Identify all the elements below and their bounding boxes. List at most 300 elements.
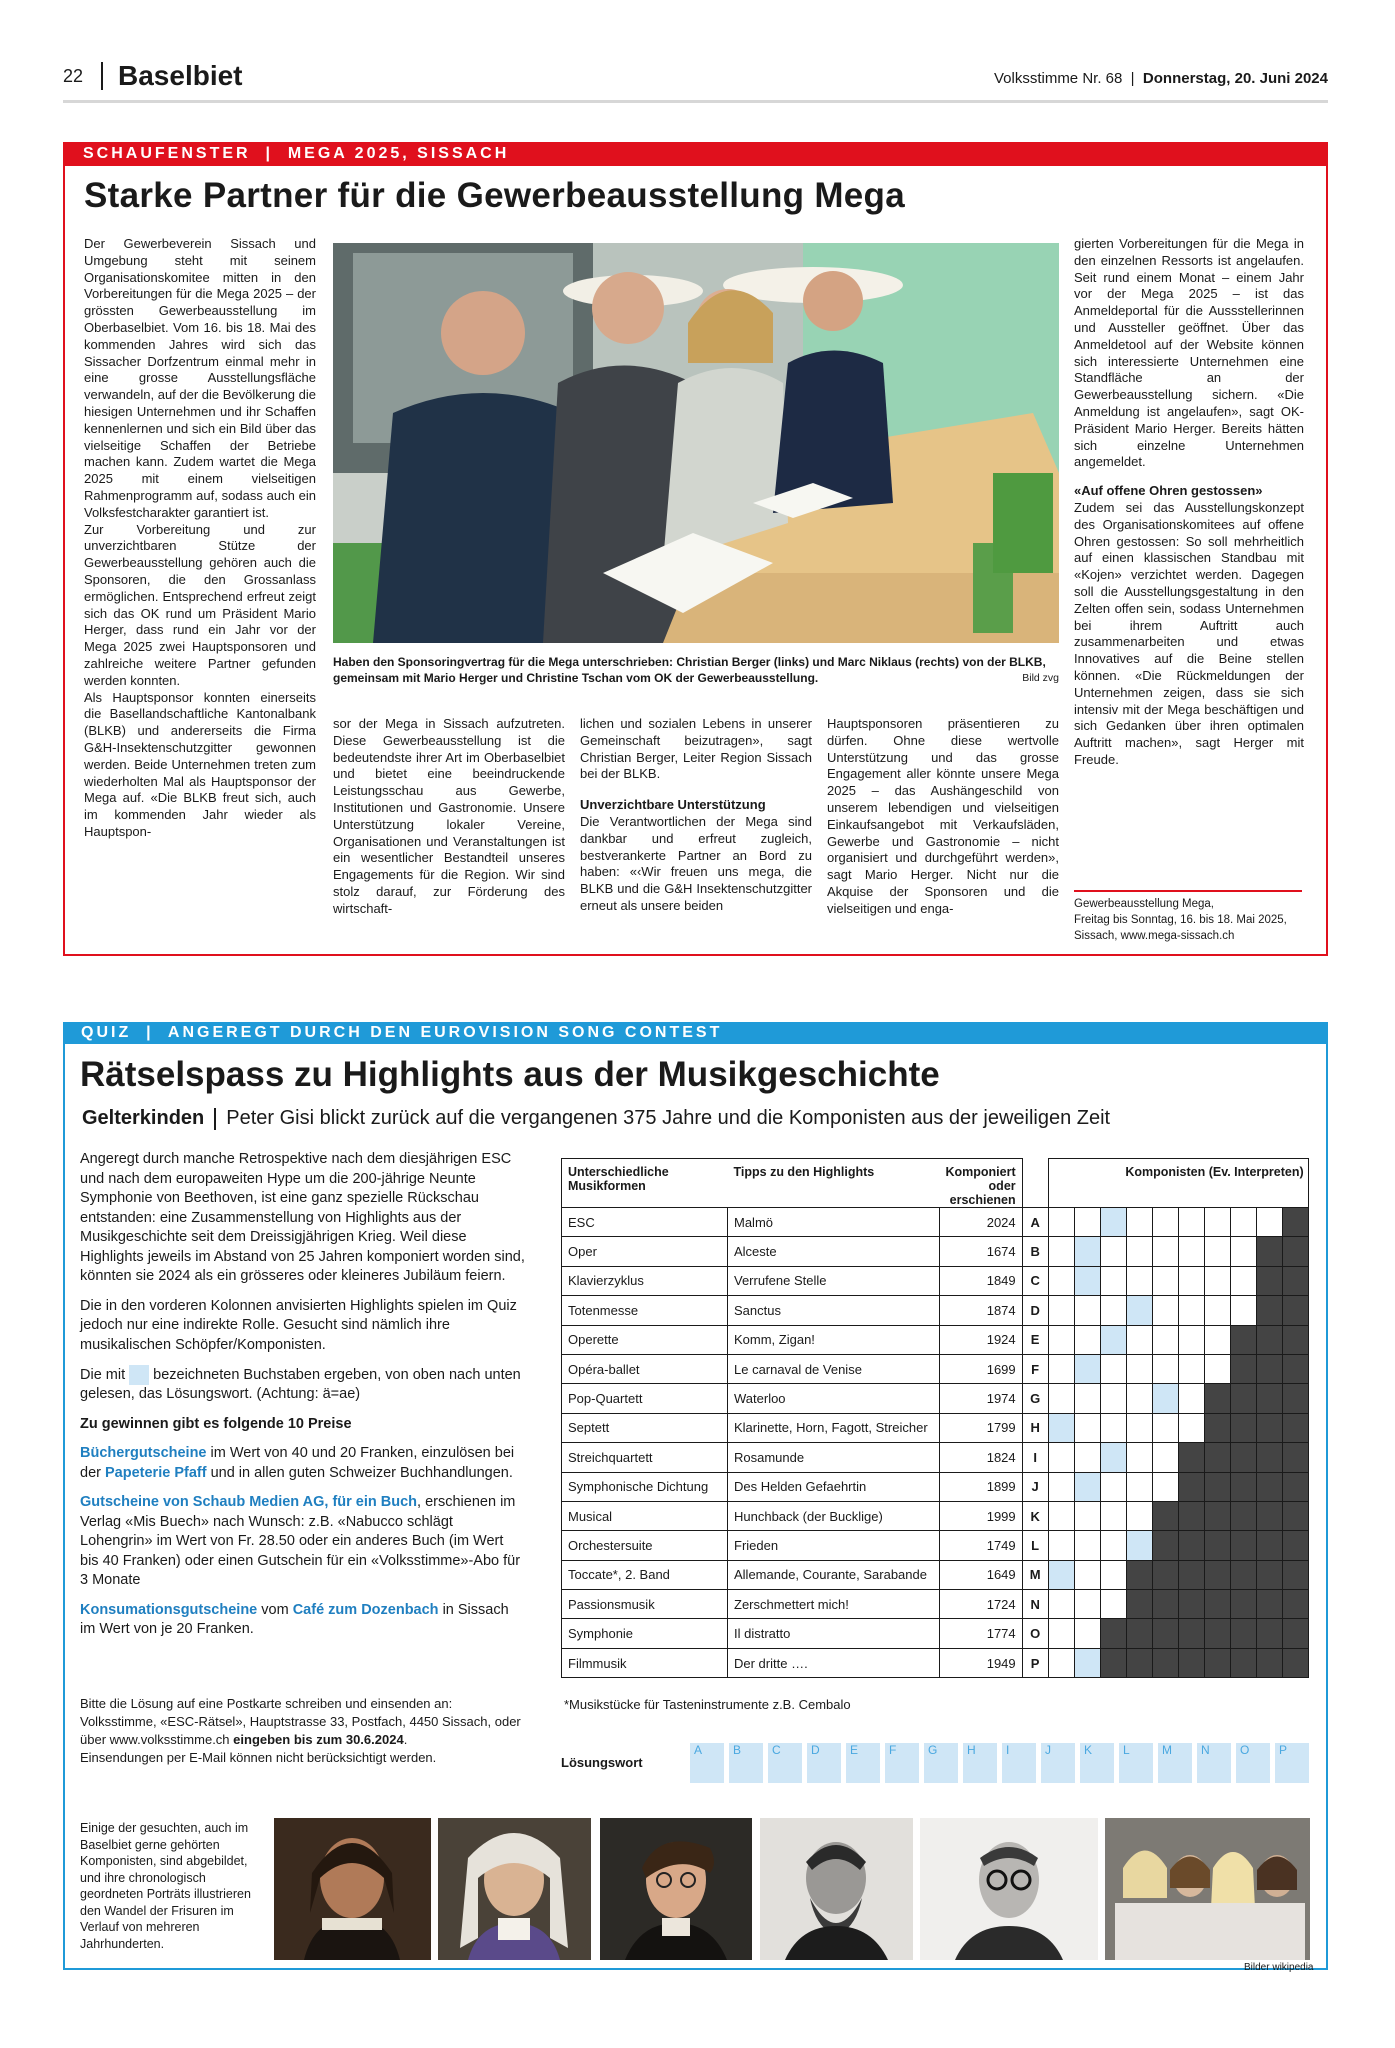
page-number: 22 xyxy=(63,66,84,86)
highlight-swatch xyxy=(129,1365,149,1385)
intro-text: bezeichneten Buchstaben ergeben, von oben nach unten gelesen, das Lösungswort. (Achtung: ä=ae) xyxy=(80,1366,521,1403)
quiz-table-header xyxy=(562,1159,1309,1208)
grid-cell-blocked xyxy=(1178,1501,1204,1530)
submission-note: Einsendungen per E-Mail können nicht berücksichtigt werden. xyxy=(80,1750,437,1765)
quiz-cell-year: 1774 xyxy=(940,1619,1023,1648)
quiz-cell-tip: Il distratto xyxy=(728,1619,940,1648)
quiz-row-letter: P xyxy=(1022,1648,1048,1677)
grid-cell-blocked xyxy=(1230,1590,1256,1619)
quiz-cell-year: 1699 xyxy=(940,1354,1023,1383)
grid-cell-input[interactable] xyxy=(1152,1443,1178,1472)
quiz-cell-form: Symphonie xyxy=(562,1619,728,1648)
grid-cell-input[interactable] xyxy=(1152,1237,1178,1266)
grid-cell-input[interactable] xyxy=(1048,1648,1074,1677)
grid-cell-blocked xyxy=(1230,1413,1256,1442)
grid-cell-input[interactable] xyxy=(1230,1266,1256,1295)
solution-box[interactable]: E xyxy=(846,1743,880,1783)
grid-cell-input[interactable] xyxy=(1048,1590,1074,1619)
solution-box[interactable]: O xyxy=(1236,1743,1270,1783)
issue-number: Volksstimme Nr. 68 xyxy=(993,70,1123,87)
prize-text: und in allen guten Schweizer Buchhandlungen. xyxy=(206,1464,513,1481)
grid-cell-input[interactable] xyxy=(1048,1325,1074,1354)
grid-cell-blocked xyxy=(1282,1590,1308,1619)
grid-cell-input[interactable] xyxy=(1048,1443,1074,1472)
grid-cell-input[interactable] xyxy=(1178,1266,1204,1295)
event-info-link[interactable]: Sissach, www.mega-sissach.ch xyxy=(1074,930,1235,942)
grid-cell-blocked xyxy=(1230,1384,1256,1413)
solution-box[interactable]: D xyxy=(807,1743,841,1783)
grid-cell-input[interactable] xyxy=(1126,1325,1152,1354)
grid-cell-input[interactable] xyxy=(1048,1472,1074,1501)
grid-cell-blocked xyxy=(1282,1208,1308,1237)
quiz-row-letter: J xyxy=(1022,1472,1048,1501)
quiz-cell-tip: Rosamunde xyxy=(728,1443,940,1472)
solution-box[interactable]: N xyxy=(1197,1743,1231,1783)
grid-cell-blocked xyxy=(1256,1384,1282,1413)
grid-cell-input[interactable] xyxy=(1178,1296,1204,1325)
grid-cell-input[interactable] xyxy=(1178,1413,1204,1442)
grid-cell-blocked xyxy=(1178,1648,1204,1677)
solution-box[interactable]: M xyxy=(1158,1743,1192,1783)
intro-text: Die mit xyxy=(80,1366,126,1383)
grid-cell-blocked xyxy=(1152,1590,1178,1619)
grid-cell-input[interactable] xyxy=(1074,1208,1100,1237)
grid-cell-input[interactable] xyxy=(1204,1325,1230,1354)
quiz-cell-form: ESC xyxy=(562,1208,728,1237)
grid-cell-input[interactable] xyxy=(1100,1296,1126,1325)
grid-cell-input[interactable] xyxy=(1048,1384,1074,1413)
quiz-cell-tip: Zerschmettert mich! xyxy=(728,1590,940,1619)
quiz-cell-tip: Klarinette, Horn, Fagott, Streicher xyxy=(728,1413,940,1442)
quiz-cell-year: 2024 xyxy=(940,1208,1023,1237)
grid-cell-input[interactable] xyxy=(1048,1619,1074,1648)
grid-cell-blocked xyxy=(1256,1325,1282,1354)
solution-box[interactable]: I xyxy=(1002,1743,1036,1783)
quiz-cell-year: 1724 xyxy=(940,1590,1023,1619)
grid-cell-input[interactable] xyxy=(1074,1619,1100,1648)
grid-cell-input[interactable] xyxy=(1100,1384,1126,1413)
grid-cell-input[interactable] xyxy=(1126,1266,1152,1295)
quiz-cell-year: 1874 xyxy=(940,1296,1023,1325)
article-column-5 xyxy=(1074,236,1304,769)
portrait-3 xyxy=(600,1818,752,1960)
grid-cell-input[interactable] xyxy=(1048,1501,1074,1530)
caption-text: Haben den Sponsoringvertrag für die Mega unterschrieben: Christian Berger (links) und Marc Niklaus (rechts) von der BLKB, gemeinsam mit Mario Herger und Christine Tschan vom OK der Gewerbeausstellung. xyxy=(333,655,1046,685)
grid-cell-input[interactable] xyxy=(1048,1208,1074,1237)
subtitle-text: Peter Gisi blickt zurück auf die vergangenen 375 Jahre und die Komponisten aus der jeweiligen Zeit xyxy=(226,1107,1111,1129)
quiz-row-letter: M xyxy=(1022,1560,1048,1589)
grid-cell-input[interactable] xyxy=(1152,1296,1178,1325)
pictures-credit: Bilder wikipedia xyxy=(1244,1962,1314,1973)
grid-cell-input[interactable] xyxy=(1256,1208,1282,1237)
grid-cell-blocked xyxy=(1100,1619,1126,1648)
quiz-cell-tip: Verrufene Stelle xyxy=(728,1266,940,1295)
quiz-cell-year: 1749 xyxy=(940,1531,1023,1560)
portrait-5 xyxy=(920,1818,1098,1960)
grid-cell-input[interactable] xyxy=(1126,1443,1152,1472)
quiz-row xyxy=(562,1501,1309,1530)
quiz-cell-form: Passionsmusik xyxy=(562,1590,728,1619)
grid-cell-input[interactable] xyxy=(1126,1472,1152,1501)
paragraph: Die in den vorderen Kolonnen anvisierten Highlights spielen im Quiz jedoch nur eine indirekte Rolle. Gesucht sind nämlich ihre musikalischen Schöpfer/Komponisten. xyxy=(80,1297,517,1353)
grid-cell-blocked xyxy=(1230,1619,1256,1648)
grid-cell-solution[interactable] xyxy=(1100,1208,1126,1237)
grid-cell-blocked xyxy=(1204,1560,1230,1589)
quiz-intro xyxy=(80,1150,525,1650)
prize-1 xyxy=(80,1444,525,1483)
grid-cell-input[interactable] xyxy=(1100,1472,1126,1501)
grid-cell-input[interactable] xyxy=(1074,1325,1100,1354)
quiz-row xyxy=(562,1619,1309,1648)
article-subheading: Unverzichtbare Unterstützung xyxy=(580,797,766,813)
event-info xyxy=(1074,896,1304,944)
paragraph: Angeregt durch manche Retrospektive nach dem diesjährigen ESC und nach dem europaweiten Hype um die 200-jährige Neunte Symphonie von Beethoven, ist eine ganz spezielle Rückschau entstanden: eine Zusammenstellung von Highlights aus der Musikgeschichte seit dem Dreissigjährigen Krieg. Weil diese Highlights jeweils im Abstand von 25 Jahren komponiert worden sind, könnten sie 2024 als ein grösseres oder kleineres Jubiläum feiern. xyxy=(80,1151,525,1284)
grid-cell-blocked xyxy=(1152,1648,1178,1677)
grid-cell-input[interactable] xyxy=(1152,1325,1178,1354)
quiz-cell-form: Musical xyxy=(562,1501,728,1530)
quiz-row xyxy=(562,1325,1309,1354)
grid-cell-input[interactable] xyxy=(1100,1266,1126,1295)
grid-cell-solution[interactable] xyxy=(1126,1296,1152,1325)
grid-cell-input[interactable] xyxy=(1152,1413,1178,1442)
grid-cell-input[interactable] xyxy=(1126,1237,1152,1266)
solution-box[interactable]: G xyxy=(924,1743,958,1783)
grid-cell-blocked xyxy=(1230,1648,1256,1677)
quiz-row xyxy=(562,1384,1309,1413)
quiz-cell-year: 1924 xyxy=(940,1325,1023,1354)
grid-cell-blocked xyxy=(1204,1648,1230,1677)
grid-cell-input[interactable] xyxy=(1074,1560,1100,1589)
grid-cell-input[interactable] xyxy=(1204,1208,1230,1237)
grid-cell-solution[interactable] xyxy=(1100,1325,1126,1354)
paragraph: Die Verantwortlichen der Mega sind dankbar und erfreut zugleich, bestverankerte Partner an Bord zu haben: «‹Wir freuen uns mega, die BLKB und die G&H Insektenschutzgitter erneut als unsere beiden xyxy=(580,813,812,913)
grid-cell-input[interactable] xyxy=(1152,1354,1178,1383)
quiz-row xyxy=(562,1296,1309,1325)
portrait-2 xyxy=(438,1818,591,1960)
grid-cell-input[interactable] xyxy=(1100,1354,1126,1383)
grid-cell-blocked xyxy=(1282,1325,1308,1354)
grid-cell-input[interactable] xyxy=(1100,1560,1126,1589)
submission-text xyxy=(80,1695,525,1749)
quiz-row xyxy=(562,1354,1309,1383)
article-column-2 xyxy=(333,716,565,918)
grid-cell-input[interactable] xyxy=(1100,1413,1126,1442)
solution-label: Lösungswort xyxy=(561,1755,643,1770)
grid-cell-blocked xyxy=(1256,1501,1282,1530)
header-spacer xyxy=(1022,1159,1048,1208)
quiz-cell-tip: Alceste xyxy=(728,1237,940,1266)
quiz-row xyxy=(562,1472,1309,1501)
grid-cell-input[interactable] xyxy=(1074,1531,1100,1560)
prize-3 xyxy=(80,1601,525,1640)
grid-cell-blocked xyxy=(1282,1413,1308,1442)
grid-cell-solution[interactable] xyxy=(1152,1384,1178,1413)
grid-cell-input[interactable] xyxy=(1100,1590,1126,1619)
grid-cell-blocked xyxy=(1126,1648,1152,1677)
header-year: Komponiert oder erschienen xyxy=(940,1159,1023,1208)
grid-cell-blocked xyxy=(1204,1413,1230,1442)
article-headline: Starke Partner für die Gewerbeausstellung Mega xyxy=(84,176,906,215)
grid-cell-blocked xyxy=(1282,1354,1308,1383)
quiz-row xyxy=(562,1266,1309,1295)
solution-box[interactable]: C xyxy=(768,1743,802,1783)
article-column-4 xyxy=(827,716,1059,918)
quiz-cell-tip: Allemande, Courante, Sarabande xyxy=(728,1560,940,1589)
prize-sponsor: Papeterie Pfaff xyxy=(105,1464,207,1481)
grid-cell-input[interactable] xyxy=(1152,1208,1178,1237)
solution-box[interactable]: B xyxy=(729,1743,763,1783)
grid-cell-input[interactable] xyxy=(1048,1296,1074,1325)
grid-cell-input[interactable] xyxy=(1126,1208,1152,1237)
grid-cell-input[interactable] xyxy=(1230,1296,1256,1325)
grid-cell-input[interactable] xyxy=(1204,1354,1230,1383)
quiz-row-letter: L xyxy=(1022,1531,1048,1560)
grid-cell-input[interactable] xyxy=(1126,1384,1152,1413)
grid-cell-solution[interactable] xyxy=(1074,1237,1100,1266)
quiz-row-letter: O xyxy=(1022,1619,1048,1648)
grid-cell-blocked xyxy=(1152,1560,1178,1589)
grid-cell-blocked xyxy=(1256,1413,1282,1442)
grid-cell-input[interactable] xyxy=(1126,1413,1152,1442)
quiz-cell-form: Pop-Quartett xyxy=(562,1384,728,1413)
quiz-cell-year: 1999 xyxy=(940,1501,1023,1530)
grid-cell-blocked xyxy=(1282,1443,1308,1472)
grid-cell-input[interactable] xyxy=(1230,1208,1256,1237)
grid-cell-blocked xyxy=(1282,1266,1308,1295)
solution-box[interactable]: L xyxy=(1119,1743,1153,1783)
grid-cell-input[interactable] xyxy=(1152,1472,1178,1501)
prize-sponsor: Café zum Dozenbach xyxy=(292,1601,439,1618)
grid-cell-input[interactable] xyxy=(1178,1208,1204,1237)
grid-cell-input[interactable] xyxy=(1100,1237,1126,1266)
grid-cell-blocked xyxy=(1230,1531,1256,1560)
solution-box[interactable]: F xyxy=(885,1743,919,1783)
submission-address: Bitte die Lösung auf eine Postkarte schreiben und einsenden an: Volksstimme, «ESC-Rätsel», Hauptstrasse 33, Postfach, 4450 Sissach, oder über www.volksstimme.ch xyxy=(80,1696,521,1747)
article-subheading: «Auf offene Ohren gestossen» xyxy=(1074,483,1263,499)
paragraph: Zur Vorbereitung und zur unverzichtbaren Stütze der Gewerbeausstellung gehören auch die Sponsoren, die den Grossanlass ermöglichen. Entsprechend erfreut zeigt sich das OK rund um Präsident Mario Herger, dass rund ein Jahr vor der Mega 2025 zwei Hauptsponsoren und zahlreiche weitere Partner gefunden werden konnten. xyxy=(84,521,316,688)
grid-cell-blocked xyxy=(1204,1590,1230,1619)
quiz-row-letter: A xyxy=(1022,1208,1048,1237)
quiz-cell-tip: Le carnaval de Venise xyxy=(728,1354,940,1383)
grid-cell-input[interactable] xyxy=(1178,1354,1204,1383)
quiz-cell-year: 1849 xyxy=(940,1266,1023,1295)
quiz-table-body xyxy=(562,1208,1309,1678)
quiz-row-letter: K xyxy=(1022,1501,1048,1530)
quiz-cell-tip: Hunchback (der Bucklige) xyxy=(728,1501,940,1530)
paragraph: Zudem sei das Ausstellungskonzept des Organisationskomitees auf offene Ohren gestossen: So soll mehrheitlich auf einen klassischen Standbau mit «Kojen» verzichtet werden. Dagegen soll die Ausstellungsgestaltung in den Zelten offen sein, sodass Unternehmen bei ihrem Auftritt auch zusammenarbeiten und etwas Innovatives auf die Beine stellen können. «Die Rückmeldungen der Unternehmen zeigen, dass sie sich intensiv mit der Mega beschäftigen und sich Gedanken über ihren optimalen Auftritt machen», sagt Herger mit Freude. xyxy=(1074,499,1304,767)
prize-name: Gutscheine von Schaub Medien AG, für ein Buch xyxy=(80,1494,418,1511)
grid-cell-blocked xyxy=(1256,1531,1282,1560)
quiz-row-letter: N xyxy=(1022,1590,1048,1619)
quiz-row xyxy=(562,1560,1309,1589)
prize-name: Konsumationsgutscheine xyxy=(80,1601,258,1618)
grid-cell-blocked xyxy=(1256,1590,1282,1619)
page-header xyxy=(63,58,1328,103)
grid-cell-blocked xyxy=(1256,1237,1282,1266)
grid-cell-solution[interactable] xyxy=(1126,1531,1152,1560)
quiz-row-letter: C xyxy=(1022,1266,1048,1295)
grid-cell-input[interactable] xyxy=(1048,1266,1074,1295)
solution-box[interactable]: H xyxy=(963,1743,997,1783)
grid-cell-input[interactable] xyxy=(1126,1354,1152,1383)
quiz-cell-tip: Der dritte …. xyxy=(728,1648,940,1677)
prize-text: , erschienen im Verlag «Mis Buech» nach Wunsch: z.B. «Nabucco schlägt Lohengrin» im Wert von Fr. 28.50 oder ein anderes Buch (im Wert bis 40 Franken) oder einen Gutschein für ein «Volksstimme»-Abo für 3 Monate xyxy=(80,1494,521,1589)
quiz-row xyxy=(562,1208,1309,1237)
grid-cell-blocked xyxy=(1256,1296,1282,1325)
quiz-row xyxy=(562,1237,1309,1266)
grid-cell-input[interactable] xyxy=(1178,1325,1204,1354)
paragraph: sor der Mega in Sissach aufzutreten. Diese Gewerbeausstellung ist die bedeutendste ihrer Art im Oberbaselbiet und bietet eine beeindruckende Leistungsschau aus Gewerbe, Institutionen und Gastronomie. Unsere Unterstützung lokaler Vereine, Organisationen und Veranstaltungen ist ein wesentlicher Bestandteil unseres Engagements für die Region. Wir sind stolz darauf, zur Förderung des wirtschaft- xyxy=(333,716,565,916)
grid-cell-blocked xyxy=(1230,1472,1256,1501)
quiz-cell-year: 1674 xyxy=(940,1237,1023,1266)
grid-cell-input[interactable] xyxy=(1074,1413,1100,1442)
header-tip: Tipps zu den Highlights xyxy=(728,1159,940,1208)
grid-cell-input[interactable] xyxy=(1100,1531,1126,1560)
issue-info: Volksstimme Nr. 68 | Donnerstag, 20. Juni 2024 xyxy=(993,70,1328,87)
grid-cell-input[interactable] xyxy=(1074,1384,1100,1413)
quiz-table xyxy=(561,1158,1309,1678)
paragraph: gierten Vorbereitungen für die Mega in den einzelnen Ressorts ist angelaufen. Seit rund einem Monat – einem Jahr vor der Mega 2025 – ist das Anmeldeportal für die Aussstellerinnen und Aussteller geöffnet. Über das Anmeldetool auf der Website können sich interessierte Unternehmen eine Standfläche an der Gewerbeausstellung sichern. «Die Anmeldung ist angelaufen», sagt OK-Präsident Mario Herger. Bereits hätten sich einzelne Unternehmen angemeldet. xyxy=(1074,236,1304,470)
quiz-cell-form: Septett xyxy=(562,1413,728,1442)
grid-cell-blocked xyxy=(1204,1501,1230,1530)
quiz-cell-form: Filmmusik xyxy=(562,1648,728,1677)
quiz-row-letter: I xyxy=(1022,1443,1048,1472)
grid-cell-blocked xyxy=(1256,1443,1282,1472)
quiz-row xyxy=(562,1531,1309,1560)
paragraph: lichen und sozialen Lebens in unserer Gemeinschaft beizutragen», sagt Christian Berger, Leiter Region Sissach bei der BLKB. xyxy=(580,716,812,782)
dateline: Gelterkinden xyxy=(82,1107,205,1129)
article-photo xyxy=(333,243,1059,643)
quiz-cell-year: 1824 xyxy=(940,1443,1023,1472)
solution-box[interactable]: K xyxy=(1080,1743,1114,1783)
portrait-hint: Einige der gesuchten, auch im Baselbiet gerne gehörten Komponisten, sind abgebildet, und ihre chronologisch geordneten Porträts illustrieren den Wandel der Frisuren im Verlauf von mehreren Jahrhunderten. xyxy=(80,1821,251,1951)
submission-end: . xyxy=(403,1732,408,1747)
grid-cell-solution[interactable] xyxy=(1074,1354,1100,1383)
grid-cell-input[interactable] xyxy=(1204,1296,1230,1325)
photo-caption xyxy=(333,654,1059,686)
quiz-row xyxy=(562,1590,1309,1619)
paragraph: Als Hauptsponsor konnten einerseits die Basellandschaftliche Kantonalbank (BLKB) und andererseits die Firma G&H-Insektenschutzgitter gewonnen werden. Beide Unternehmen treten zum wiederholten Mal als Hauptsponsor der Mega auf. «Die BLKB freut sich, auch im kommenden Jahr wieder als Hauptspon- xyxy=(84,689,316,839)
grid-cell-solution[interactable] xyxy=(1100,1443,1126,1472)
grid-cell-blocked xyxy=(1178,1590,1204,1619)
quiz-cell-form: Symphonische Dichtung xyxy=(562,1472,728,1501)
grid-cell-input[interactable] xyxy=(1204,1266,1230,1295)
solution-box[interactable]: P xyxy=(1275,1743,1309,1783)
grid-cell-input[interactable] xyxy=(1048,1354,1074,1383)
article-kicker: SCHAUFENSTER | MEGA 2025, SISSACH xyxy=(63,142,1328,166)
grid-cell-input[interactable] xyxy=(1100,1501,1126,1530)
quiz-cell-tip: Komm, Zigan! xyxy=(728,1325,940,1354)
quiz-cell-tip: Waterloo xyxy=(728,1384,940,1413)
grid-cell-blocked xyxy=(1178,1472,1204,1501)
grid-cell-blocked xyxy=(1126,1590,1152,1619)
grid-cell-solution[interactable] xyxy=(1048,1413,1074,1442)
grid-cell-input[interactable] xyxy=(1230,1237,1256,1266)
grid-cell-input[interactable] xyxy=(1048,1237,1074,1266)
solution-box[interactable]: A xyxy=(690,1743,724,1783)
quiz-row-letter: E xyxy=(1022,1325,1048,1354)
portrait-4 xyxy=(760,1818,913,1960)
grid-cell-blocked xyxy=(1282,1648,1308,1677)
quiz-kicker: QUIZ | ANGEREGT DURCH DEN EUROVISION SONG CONTEST xyxy=(63,1022,1328,1044)
grid-cell-blocked xyxy=(1282,1619,1308,1648)
quiz-row xyxy=(562,1648,1309,1677)
grid-cell-solution[interactable] xyxy=(1048,1560,1074,1589)
grid-cell-input[interactable] xyxy=(1074,1590,1100,1619)
section-title: Baselbiet xyxy=(118,60,243,91)
grid-cell-blocked xyxy=(1152,1531,1178,1560)
event-info-line: Freitag bis Sonntag, 16. bis 18. Mai 2025, xyxy=(1074,914,1287,926)
header-composer: Komponisten (Ev. Interpreten) xyxy=(1048,1159,1308,1208)
grid-cell-blocked xyxy=(1256,1648,1282,1677)
photo-credit: Bild zvg xyxy=(1022,672,1059,684)
portrait-1 xyxy=(274,1818,431,1960)
table-footnote: *Musikstücke für Tasteninstrumente z.B. Cembalo xyxy=(564,1697,851,1712)
grid-cell-blocked xyxy=(1178,1531,1204,1560)
grid-cell-blocked xyxy=(1282,1560,1308,1589)
grid-cell-blocked xyxy=(1152,1619,1178,1648)
grid-cell-blocked xyxy=(1256,1354,1282,1383)
quiz-cell-form: Oper xyxy=(562,1237,728,1266)
grid-cell-solution[interactable] xyxy=(1074,1472,1100,1501)
grid-cell-input[interactable] xyxy=(1204,1237,1230,1266)
grid-cell-input[interactable] xyxy=(1178,1384,1204,1413)
solution-box[interactable]: J xyxy=(1041,1743,1075,1783)
quiz-subtitle xyxy=(82,1107,1110,1130)
quiz-row-letter: G xyxy=(1022,1384,1048,1413)
grid-cell-blocked xyxy=(1282,1237,1308,1266)
grid-cell-blocked xyxy=(1204,1619,1230,1648)
grid-cell-blocked xyxy=(1230,1325,1256,1354)
issue-date: Donnerstag, 20. Juni 2024 xyxy=(1142,70,1328,87)
grid-cell-input[interactable] xyxy=(1074,1296,1100,1325)
photo-sponsoring-signing xyxy=(333,243,1059,643)
grid-cell-input[interactable] xyxy=(1178,1237,1204,1266)
paragraph: Der Gewerbeverein Sissach und Umgebung steht mit seinem Organisationskomitee mitten in den Vorbereitungen für die Mega 2025 – der grössten Gewerbeausstellung im Oberbaselbiet. Vom 16. bis 18. Mai des kommenden Jahres wird sich das Sissacher Dorfzentrum einmal mehr in eine grosse Ausstellungsfläche verwandeln, auf der die Bevölkerung die hiesigen Unternehmen und ihr Schaffen kennenlernen und sich ein Bild über das vielseitige Schaffen der Betriebe machen kann. Zudem wartet die Mega 2025 mit einem vielseitigen Rahmenprogramm auf, sodass auch ein Volksfestcharakter garantiert ist. xyxy=(84,236,316,520)
prizes-title: Zu gewinnen gibt es folgende 10 Preise xyxy=(80,1415,352,1432)
grid-cell-input[interactable] xyxy=(1048,1531,1074,1560)
grid-cell-input[interactable] xyxy=(1074,1501,1100,1530)
prize-text: im Wert von 40 und 20 Franken, einzulösen bei der xyxy=(80,1445,515,1481)
submission-info xyxy=(80,1695,525,1767)
grid-cell-input[interactable] xyxy=(1126,1501,1152,1530)
grid-cell-blocked xyxy=(1204,1443,1230,1472)
grid-cell-solution[interactable] xyxy=(1074,1266,1100,1295)
grid-cell-blocked xyxy=(1178,1443,1204,1472)
grid-cell-blocked xyxy=(1256,1266,1282,1295)
grid-cell-blocked xyxy=(1100,1648,1126,1677)
grid-cell-blocked xyxy=(1282,1472,1308,1501)
grid-cell-solution[interactable] xyxy=(1074,1648,1100,1677)
paragraph xyxy=(80,1365,525,1405)
info-divider xyxy=(1074,890,1302,892)
paragraph: Hauptsponsoren präsentieren zu dürfen. Ohne diese wertvolle Unterstützung und das grosse Engagement aller könnte unsere Mega 2025 – das Aushängeschild von unserem lebendigen und vielseitigen Einkaufsangebot mit Verkaufsläden, Gewerbe und Gastronomie – nicht organisiert und durchgeführt werden», sagt Mario Herger. Nicht nur die Akquise der Sponsoren und die vielseitigen und enga- xyxy=(827,716,1059,916)
quiz-cell-year: 1974 xyxy=(940,1384,1023,1413)
grid-cell-blocked xyxy=(1230,1354,1256,1383)
quiz-cell-form: Totenmesse xyxy=(562,1296,728,1325)
grid-cell-input[interactable] xyxy=(1152,1266,1178,1295)
quiz-cell-form: Orchestersuite xyxy=(562,1531,728,1560)
quiz-row-letter: F xyxy=(1022,1354,1048,1383)
grid-cell-blocked xyxy=(1204,1472,1230,1501)
subtitle-divider xyxy=(214,1108,216,1130)
prize-text: vom xyxy=(257,1601,293,1618)
grid-cell-blocked xyxy=(1204,1384,1230,1413)
grid-cell-blocked xyxy=(1282,1296,1308,1325)
prize-2 xyxy=(80,1493,525,1591)
grid-cell-input[interactable] xyxy=(1074,1443,1100,1472)
grid-cell-blocked xyxy=(1152,1501,1178,1530)
